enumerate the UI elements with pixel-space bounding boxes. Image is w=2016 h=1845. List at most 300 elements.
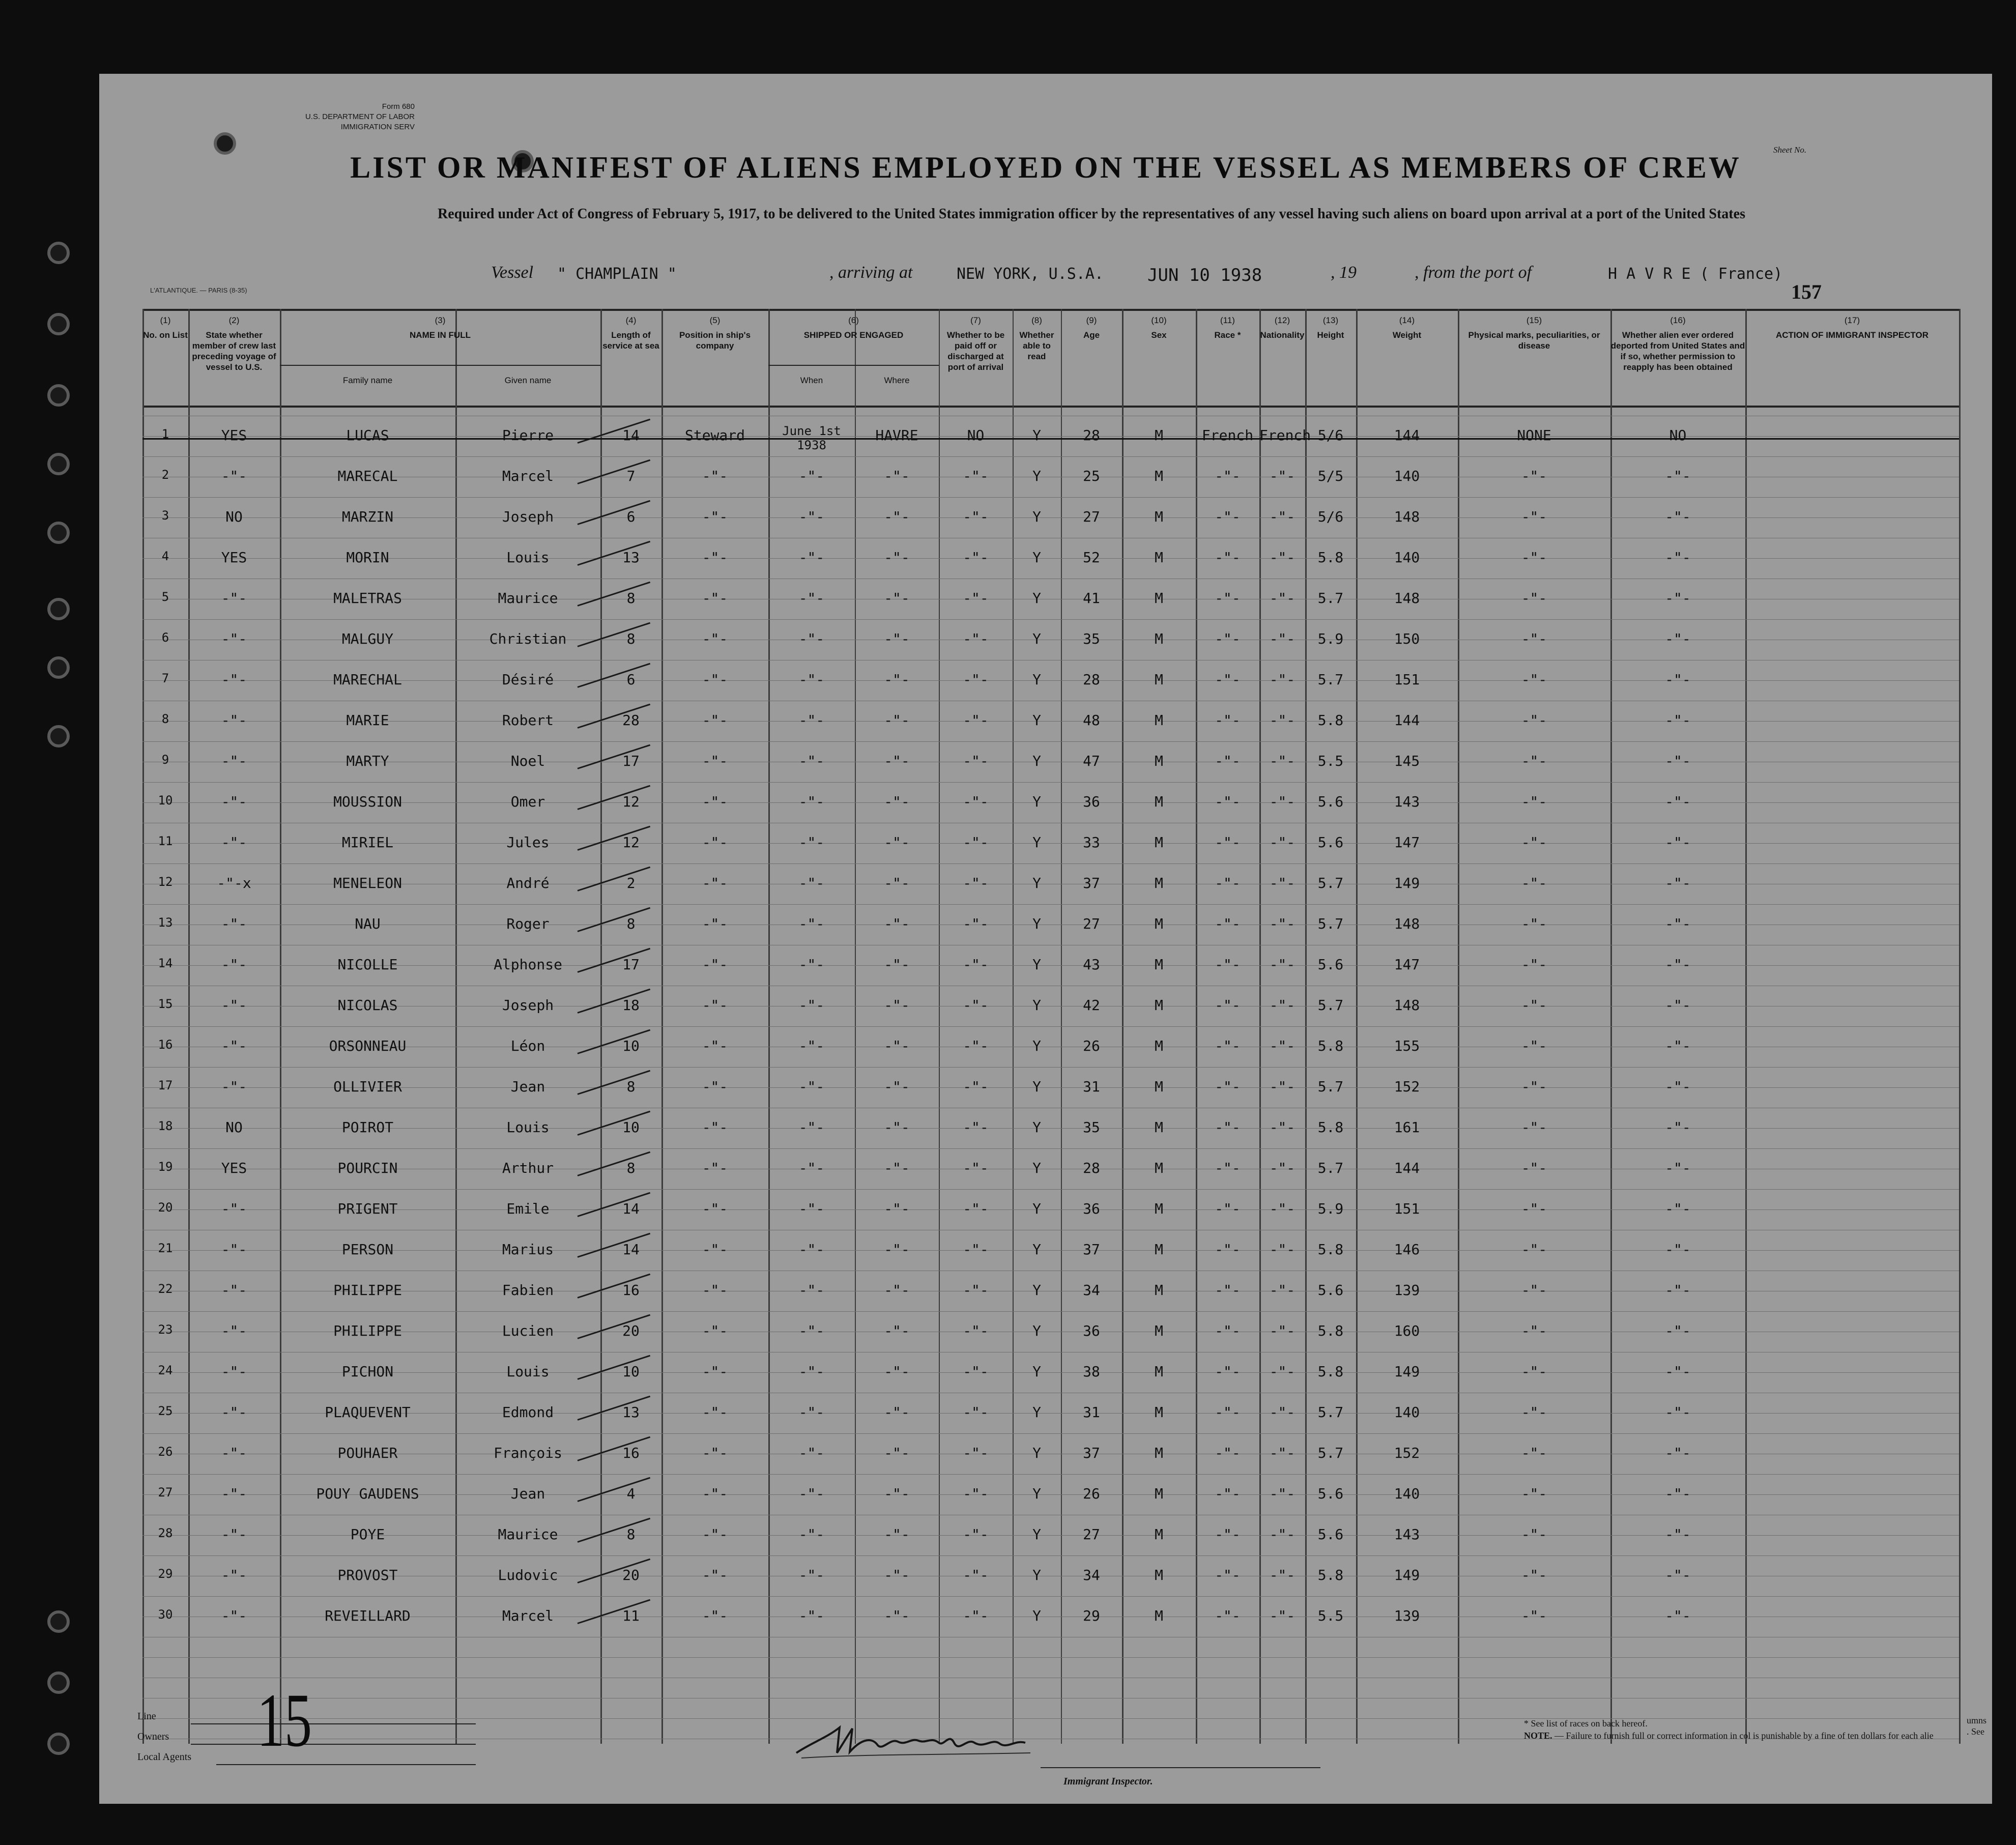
cell-marks: -"- [1521, 875, 1547, 891]
cell-no: 16 [158, 1037, 173, 1052]
cell-paid-off: -"- [963, 997, 989, 1014]
cell-paid-off: -"- [963, 1404, 989, 1421]
local-agents-label: Local Agents [137, 1751, 192, 1763]
cell-weight: 150 [1394, 630, 1420, 647]
line-rule [191, 1723, 476, 1724]
manifest-sheet [99, 74, 1992, 1804]
cell-nationality: -"- [1269, 956, 1295, 973]
cell-prev: NO [225, 508, 243, 525]
cell-height: 5.7 [1317, 1160, 1344, 1176]
cell-prev: -"- [221, 468, 247, 484]
cell-no: 11 [158, 834, 173, 848]
cell-race: -"- [1215, 1363, 1241, 1380]
cell-sex: M [1155, 1607, 1163, 1624]
cell-family: MIRIEL [341, 834, 394, 851]
column-label: Whether able to read [1019, 330, 1054, 361]
cell-sex: M [1155, 915, 1163, 932]
cell-service: 28 [622, 712, 640, 729]
cell-position: Steward [684, 427, 745, 444]
cell-height: 5.6 [1317, 1526, 1344, 1543]
cell-paid-off: -"- [963, 630, 989, 647]
row-rule [142, 1189, 1959, 1190]
cell-height: 5.6 [1317, 793, 1344, 810]
column-label: Height [1317, 330, 1344, 340]
row-rule [142, 863, 1959, 864]
vessel-label: Vessel [491, 263, 534, 282]
cell-when: -"- [798, 630, 825, 647]
column-label: Whether alien ever ordered deported from United States and if so, whether permission to reapply has been obtained [1610, 330, 1745, 372]
row-rule [142, 1311, 1959, 1312]
inspector-label: Immigrant Inspector. [1063, 1776, 1153, 1787]
cell-when: -"- [798, 915, 825, 932]
from-port: H A V R E ( France) [1608, 265, 1783, 283]
cell-no: 28 [158, 1526, 173, 1540]
column-header [768, 315, 939, 366]
table-row [142, 671, 1959, 691]
cell-age: 35 [1083, 630, 1100, 647]
cell-age: 52 [1083, 549, 1100, 566]
cell-when: -"- [798, 1404, 825, 1421]
cell-marks: -"- [1521, 1445, 1547, 1461]
cell-where: -"- [884, 1445, 910, 1461]
cell-race: -"- [1215, 1200, 1241, 1217]
cell-given: Marius [502, 1241, 554, 1258]
cell-service: 12 [622, 793, 640, 810]
cell-service: 10 [622, 1037, 640, 1054]
cell-prev: -"- [221, 1485, 247, 1502]
cell-read: Y [1032, 590, 1041, 607]
cell-where: -"- [884, 1526, 910, 1543]
page-title: LIST OR MANIFEST OF ALIENS EMPLOYED ON THE VESSEL AS MEMBERS OF CREW [350, 151, 1741, 184]
cell-read: Y [1032, 1322, 1041, 1339]
cell-sex: M [1155, 468, 1163, 484]
row-rule [142, 497, 1959, 498]
cell-age: 29 [1083, 1607, 1100, 1624]
cell-age: 27 [1083, 915, 1100, 932]
cell-weight: 148 [1394, 508, 1420, 525]
cell-age: 27 [1083, 1526, 1100, 1543]
cell-no: 17 [158, 1078, 173, 1092]
cell-paid-off: -"- [963, 1200, 989, 1217]
cell-marks: -"- [1521, 1526, 1547, 1543]
cell-paid-off: -"- [963, 915, 989, 932]
cell-where: -"- [884, 753, 910, 769]
cell-family: MARECAL [337, 468, 398, 484]
cell-deported: -"- [1665, 1404, 1691, 1421]
cell-prev: -"- [221, 1404, 247, 1421]
cell-race: -"- [1215, 1160, 1241, 1176]
column-label: Sex [1151, 330, 1167, 340]
cell-where: -"- [884, 549, 910, 566]
column-number: (1) [160, 315, 171, 325]
cell-deported: -"- [1665, 590, 1691, 607]
column-label: Race * [1214, 330, 1241, 340]
cell-race: -"- [1215, 508, 1241, 525]
cell-prev: NO [225, 1119, 243, 1136]
cell-no: 14 [158, 956, 173, 970]
cell-position: -"- [702, 875, 728, 891]
cell-sex: M [1155, 834, 1163, 851]
column-number: (8) [1031, 315, 1042, 325]
cell-family: MOUSSION [333, 793, 402, 810]
column-label: Nationality [1260, 330, 1305, 340]
column-label: Weight [1392, 330, 1422, 340]
cell-position: -"- [702, 1322, 728, 1339]
cell-read: Y [1032, 1363, 1041, 1380]
cell-height: 5.7 [1317, 1404, 1344, 1421]
cell-position: -"- [702, 630, 728, 647]
cell-sex: M [1155, 1404, 1163, 1421]
cell-where: -"- [884, 1160, 910, 1176]
cell-sex: M [1155, 590, 1163, 607]
cell-deported: -"- [1665, 1567, 1691, 1583]
cell-given: Louis [506, 549, 550, 566]
cell-weight: 139 [1394, 1282, 1420, 1299]
cell-when: -"- [798, 1363, 825, 1380]
cell-nationality: -"- [1269, 834, 1295, 851]
cell-height: 5.8 [1317, 1241, 1344, 1258]
cell-read: Y [1032, 508, 1041, 525]
row-rule [142, 1067, 1959, 1068]
binder-hole [47, 384, 70, 407]
cell-where: -"- [884, 1322, 910, 1339]
row-rule [142, 1148, 1959, 1149]
cell-nationality: -"- [1269, 997, 1295, 1014]
cell-when: -"- [798, 1445, 825, 1461]
cell-sex: M [1155, 1445, 1163, 1461]
cell-height: 5.7 [1317, 1078, 1344, 1095]
cell-marks: -"- [1521, 753, 1547, 769]
cell-sex: M [1155, 1526, 1163, 1543]
cell-race: -"- [1215, 1526, 1241, 1543]
cell-read: Y [1032, 630, 1041, 647]
handwritten-sheet-number: 157 [1791, 280, 1822, 303]
cell-sex: M [1155, 753, 1163, 769]
cell-race: -"- [1215, 915, 1241, 932]
cell-race: -"- [1215, 590, 1241, 607]
cell-sex: M [1155, 671, 1163, 688]
cell-deported: -"- [1665, 712, 1691, 729]
cell-height: 5.7 [1317, 915, 1344, 932]
table-row [142, 712, 1959, 732]
column-number: (16) [1670, 315, 1686, 325]
cell-no: 25 [158, 1404, 173, 1418]
cell-weight: 149 [1394, 1567, 1420, 1583]
agents-rule [216, 1764, 476, 1765]
cell-nationality: -"- [1269, 712, 1295, 729]
cell-nationality: -"- [1269, 590, 1295, 607]
inspector-rule [1041, 1767, 1320, 1768]
cell-where: -"- [884, 997, 910, 1014]
cell-sex: M [1155, 630, 1163, 647]
cell-given: Fabien [502, 1282, 554, 1299]
cell-weight: 139 [1394, 1607, 1420, 1624]
cell-no: 23 [158, 1322, 173, 1337]
cell-when: -"- [798, 508, 825, 525]
cell-family: POYE [350, 1526, 385, 1543]
column-number: (17) [1844, 315, 1860, 325]
cell-nationality: -"- [1269, 915, 1295, 932]
cell-when: -"- [798, 712, 825, 729]
races-note: * See list of races on back hereof. [1524, 1718, 1648, 1728]
cell-weight: 146 [1394, 1241, 1420, 1258]
column-header [1122, 315, 1196, 340]
cell-no: 20 [158, 1200, 173, 1215]
cell-given: Joseph [502, 508, 554, 525]
cell-given: Marcel [502, 1607, 554, 1624]
cell-height: 5.8 [1317, 1119, 1344, 1136]
cell-nationality: -"- [1269, 549, 1295, 566]
cell-race: French [1201, 427, 1254, 444]
cell-when: -"- [798, 1037, 825, 1054]
binder-hole [47, 1671, 70, 1694]
cell-deported: -"- [1665, 834, 1691, 851]
cell-nationality: -"- [1269, 753, 1295, 769]
cell-given: Louis [506, 1119, 550, 1136]
cell-read: Y [1032, 793, 1041, 810]
cell-service: 10 [622, 1363, 640, 1380]
cell-service: 14 [622, 1200, 640, 1217]
cell-no: 8 [161, 712, 169, 726]
cell-when: -"- [798, 956, 825, 973]
cell-when: -"- [798, 590, 825, 607]
subheader-rule [280, 365, 600, 366]
date-stamp: JUN 10 1938 [1147, 265, 1262, 285]
cell-family: MARTY [346, 753, 389, 769]
cell-given: Roger [506, 915, 550, 932]
owners-label: Owners [137, 1731, 169, 1742]
cell-age: 26 [1083, 1485, 1100, 1502]
cell-read: Y [1032, 1445, 1041, 1461]
cell-paid-off: -"- [963, 1282, 989, 1299]
cell-height: 5.8 [1317, 1567, 1344, 1583]
cell-family: MARZIN [341, 508, 394, 525]
cell-position: -"- [702, 1282, 728, 1299]
cell-when: -"- [798, 1282, 825, 1299]
table-row [142, 1485, 1959, 1506]
cell-height: 5.7 [1317, 875, 1344, 891]
table-row [142, 1037, 1959, 1058]
cell-read: Y [1032, 1078, 1041, 1095]
cell-sex: M [1155, 875, 1163, 891]
cell-race: -"- [1215, 997, 1241, 1014]
cell-when: -"- [798, 875, 825, 891]
cell-read: Y [1032, 427, 1041, 444]
cell-age: 37 [1083, 1241, 1100, 1258]
cell-position: -"- [702, 1160, 728, 1176]
cell-position: -"- [702, 1078, 728, 1095]
cell-where: HAVRE [875, 427, 918, 444]
cell-deported: -"- [1665, 1445, 1691, 1461]
cell-height: 5.6 [1317, 1282, 1344, 1299]
cell-service: 13 [622, 1404, 640, 1421]
cell-when: -"- [798, 834, 825, 851]
cell-family: MARIE [346, 712, 389, 729]
cell-race: -"- [1215, 1282, 1241, 1299]
cell-service: 8 [626, 1526, 636, 1543]
cell-position: -"- [702, 549, 728, 566]
column-number: (3) [435, 315, 446, 325]
cell-prev: -"- [221, 1445, 247, 1461]
cell-family: PERSON [341, 1241, 394, 1258]
cell-prev: -"- [221, 793, 247, 810]
row-rule [142, 619, 1959, 620]
cell-family: REVEILLARD [325, 1607, 411, 1624]
cell-when: -"- [798, 1241, 825, 1258]
table-row [142, 1363, 1959, 1383]
column-header [1610, 315, 1745, 372]
cell-deported: -"- [1665, 915, 1691, 932]
cell-sex: M [1155, 956, 1163, 973]
cell-weight: 144 [1394, 427, 1420, 444]
cell-service: 7 [626, 468, 636, 484]
cell-height: 5.8 [1317, 712, 1344, 729]
cell-read: Y [1032, 1282, 1041, 1299]
table-row [142, 1404, 1959, 1424]
cell-marks: -"- [1521, 712, 1547, 729]
row-rule [142, 741, 1959, 742]
cell-race: -"- [1215, 753, 1241, 769]
table-top-rule [142, 309, 1959, 311]
table-row [142, 468, 1959, 488]
table-row [142, 1078, 1959, 1099]
cell-race: -"- [1215, 956, 1241, 973]
cell-race: -"- [1215, 1119, 1241, 1136]
cell-when: -"- [798, 1526, 825, 1543]
cell-age: 38 [1083, 1363, 1100, 1380]
cell-position: -"- [702, 1200, 728, 1217]
cell-deported: -"- [1665, 1607, 1691, 1624]
cell-position: -"- [702, 834, 728, 851]
cell-prev: -"- [221, 1241, 247, 1258]
cell-marks: -"- [1521, 630, 1547, 647]
cell-paid-off: -"- [963, 1119, 989, 1136]
cell-no: 26 [158, 1445, 173, 1459]
cell-age: 33 [1083, 834, 1100, 851]
cell-given: Pierre [502, 427, 554, 444]
cell-where: -"- [884, 1037, 910, 1054]
cell-race: -"- [1215, 630, 1241, 647]
cell-read: Y [1032, 753, 1041, 769]
column-number: (9) [1086, 315, 1097, 325]
cell-family: PHILIPPE [333, 1282, 402, 1299]
cell-deported: -"- [1665, 468, 1691, 484]
column-label: Position in ship's company [679, 330, 751, 351]
cell-no: 19 [158, 1160, 173, 1174]
cell-age: 42 [1083, 997, 1100, 1014]
row-rule [142, 1555, 1959, 1556]
cell-position: -"- [702, 753, 728, 769]
cell-race: -"- [1215, 1037, 1241, 1054]
cell-given: Léon [510, 1037, 545, 1054]
cell-weight: 152 [1394, 1078, 1420, 1095]
cell-marks: -"- [1521, 1160, 1547, 1176]
cell-age: 34 [1083, 1567, 1100, 1583]
cell-no: 22 [158, 1282, 173, 1296]
cell-service: 8 [626, 1078, 636, 1095]
cell-weight: 148 [1394, 915, 1420, 932]
cell-prev: -"- [221, 1078, 247, 1095]
cell-family: PLAQUEVENT [325, 1404, 411, 1421]
cell-prev: YES [221, 1160, 247, 1176]
cell-prev: -"- [221, 671, 247, 688]
table-row [142, 630, 1959, 651]
cell-service: 14 [622, 427, 640, 444]
cell-paid-off: -"- [963, 1037, 989, 1054]
column-subheader: Given name [504, 376, 552, 385]
cell-position: -"- [702, 1241, 728, 1258]
cell-age: 37 [1083, 875, 1100, 891]
cell-read: Y [1032, 1241, 1041, 1258]
cell-marks: -"- [1521, 671, 1547, 688]
cell-when: -"- [798, 671, 825, 688]
cell-given: Louis [506, 1363, 550, 1380]
cell-weight: 145 [1394, 753, 1420, 769]
cell-nationality: -"- [1269, 1485, 1295, 1502]
note-text: — Failure to furnish full or correct information in col is punishable by a fine of ten dollars for each alie [1554, 1731, 1934, 1741]
cell-where: -"- [884, 590, 910, 607]
column-number: (12) [1274, 315, 1290, 325]
cell-age: 36 [1083, 793, 1100, 810]
from-label: , from the port of [1415, 263, 1532, 282]
sheet-number-label: Sheet No. [1773, 145, 1807, 155]
cell-paid-off: -"- [963, 1607, 989, 1624]
cell-height: 5.7 [1317, 590, 1344, 607]
column-header [1061, 315, 1122, 340]
cell-deported: NO [1669, 427, 1687, 444]
cell-marks: -"- [1521, 1241, 1547, 1258]
cell-no: 12 [158, 875, 173, 889]
column-number: (5) [709, 315, 721, 325]
cell-where: -"- [884, 508, 910, 525]
cell-prev: YES [221, 427, 247, 444]
cell-service: 8 [626, 915, 636, 932]
cell-sex: M [1155, 549, 1163, 566]
table-row [142, 1282, 1959, 1302]
cell-when: -"- [798, 1567, 825, 1583]
subheader-rule [768, 365, 939, 366]
cell-sex: M [1155, 1078, 1163, 1095]
cell-marks: -"- [1521, 1200, 1547, 1217]
cell-nationality: -"- [1269, 875, 1295, 891]
cell-weight: 151 [1394, 671, 1420, 688]
page-subtitle: Required under Act of Congress of February 5, 1917, to be delivered to the United States immigration officer by the representatives of any vessel having such aliens on board upon arrival at a port of the United States [438, 206, 1745, 222]
cell-deported: -"- [1665, 671, 1691, 688]
cell-age: 28 [1083, 671, 1100, 688]
cell-family: LUCAS [346, 427, 389, 444]
cell-position: -"- [702, 1404, 728, 1421]
cell-deported: -"- [1665, 1526, 1691, 1543]
column-header [142, 315, 188, 340]
cell-read: Y [1032, 1567, 1041, 1583]
cell-age: 48 [1083, 712, 1100, 729]
table-row [142, 1445, 1959, 1465]
cell-service: 17 [622, 753, 640, 769]
column-header [1458, 315, 1610, 351]
cell-service: 6 [626, 671, 636, 688]
cell-deported: -"- [1665, 1241, 1691, 1258]
column-number: (10) [1151, 315, 1167, 325]
cell-read: Y [1032, 1119, 1041, 1136]
cell-service: 2 [626, 875, 636, 891]
cell-paid-off: -"- [963, 1485, 989, 1502]
cell-race: -"- [1215, 1322, 1241, 1339]
cell-family: POUHAER [337, 1445, 398, 1461]
column-number: (2) [228, 315, 240, 325]
line-label: Line [137, 1711, 156, 1722]
cell-service: 18 [622, 997, 640, 1014]
cell-deported: -"- [1665, 1485, 1691, 1502]
